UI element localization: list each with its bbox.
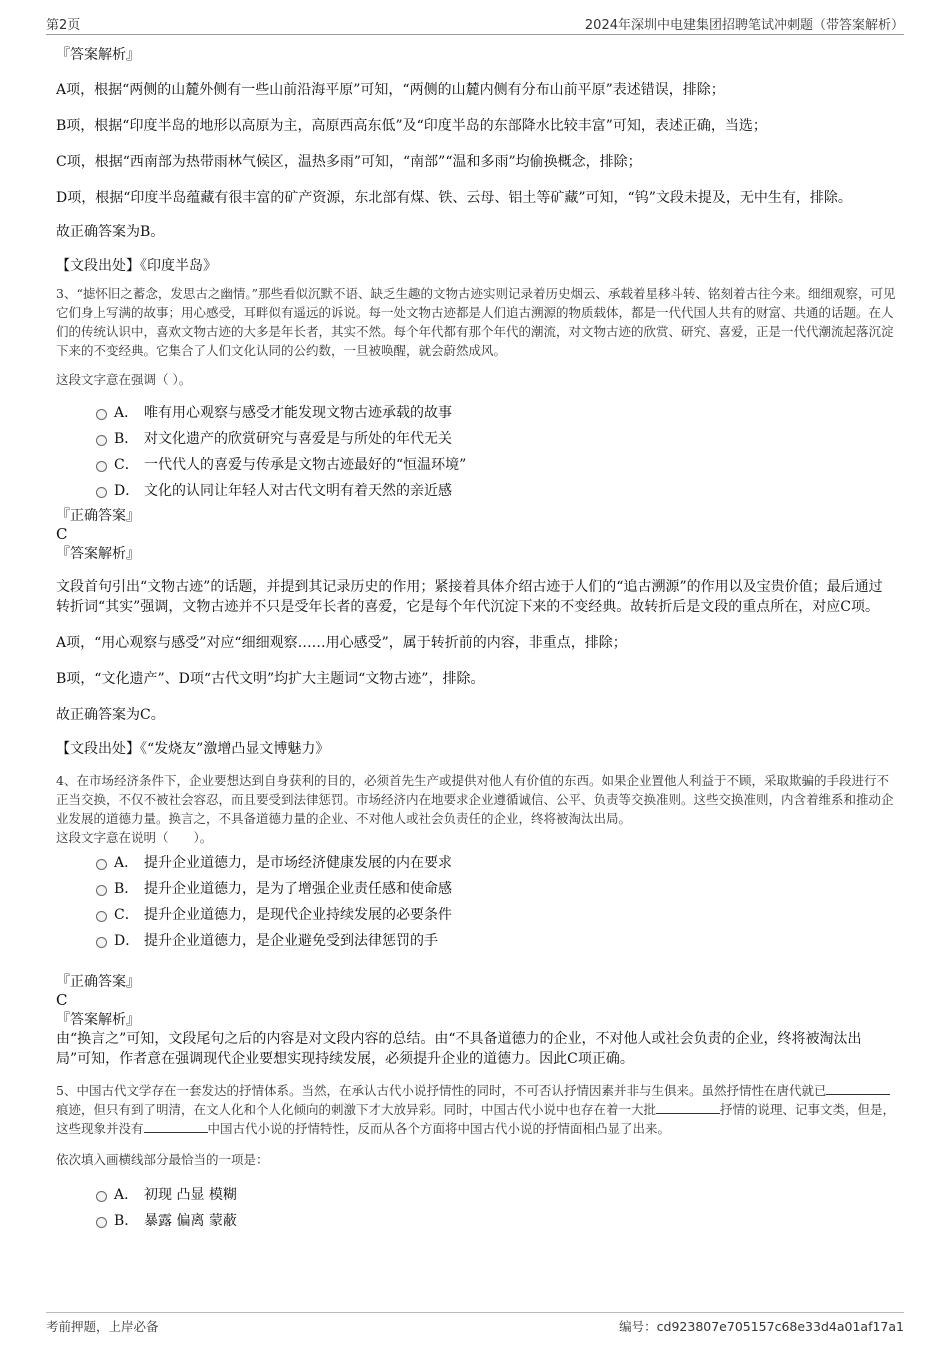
question-3-text: 3、“摅怀旧之蓄念，发思古之幽情。”那些看似沉默不语、缺乏生趣的文物古迹实则记录着历史烟云、承载着星移斗转、铭刻着古往今来。细细观察，可见它们身上写满的故事；用心感受，耳畔似有遥远的诉说。每一处文物古迹都是人们追古溯源的物质载体，都是一代代国人共有的财富、共通的话题。在人们的传统认识中，喜欢文物古迹的大多是年长者，其实不然。每个年代都有那个年代的潮流，对文物古迹的欣赏、研究、喜爱，正是一代代潮流起落沉淀下来的不变经典。它集合了人们文化认同的公约数，一旦被唤醒，就会蔚然成风。 — [56, 286, 896, 358]
analysis-label: 『答案解析』 — [56, 1012, 140, 1028]
correct-answer-label: 『正确答案』 — [56, 974, 140, 990]
option-b[interactable]: B． 暴露 偏离 蒙蔽 — [56, 1211, 896, 1231]
analysis-option-c: C项，根据“西南部为热带雨林气候区，温热多雨”可知，“南部”“温和多雨”均偷换概念，排除； — [56, 154, 642, 170]
radio-icon[interactable] — [96, 1191, 107, 1202]
option-a[interactable]: A． 唯有用心观察与感受才能发现文物古迹承载的故事 — [56, 403, 896, 423]
radio-icon[interactable] — [96, 435, 107, 446]
document-title: 2024年深圳中电建集团招聘笔试冲刺题（带答案解析） — [584, 18, 904, 33]
radio-icon[interactable] — [96, 937, 107, 948]
question-3-stem: 这段文字意在强调（ ）。 — [56, 372, 192, 387]
page-footer — [46, 1312, 904, 1333]
analysis-label: 『答案解析』 — [56, 546, 140, 562]
passage-source: 【文段出处】《“发烧友”激增凸显文博魅力》 — [56, 741, 330, 757]
page-content — [56, 46, 896, 1231]
question-4-stem: 这段文字意在说明（ ）。 — [56, 830, 213, 845]
page-number: 第2页 — [46, 18, 81, 33]
radio-icon[interactable] — [96, 885, 107, 896]
radio-icon[interactable] — [96, 409, 107, 420]
analysis-option-a: A项，“用心观察与感受”对应“细细观察……用心感受”，属于转折前的内容，非重点，排除； — [56, 635, 627, 651]
analysis-option-a: A项，根据“两侧的山麓外侧有一些山前沿海平原”可知，“两侧的山麓内侧有分布山前平原”表述错误，排除； — [56, 82, 725, 98]
question-4-options — [56, 853, 896, 951]
question-5-stem: 依次填入画横线部分最恰当的一项是： — [56, 1152, 269, 1167]
question-5-options — [56, 1185, 896, 1231]
analysis-conclusion: 故正确答案为C。 — [56, 707, 165, 723]
question-4-text: 4、在市场经济条件下，企业要想达到自身获利的目的，必须首先生产或提供对他人有价值的东西。如果企业置他人利益于不顾，采取欺骗的手段进行不正当交换，不仅不被社会容忍，而且要受到法律惩罚。市场经济内在地要求企业遵循诚信、公平、负责等交换准则。这些交换准则，内含着维系和推动企业发展的道德力量。换言之，不具备道德力量的企业、不对他人或社会负责任的企业，终将被淘汰出局。 — [56, 773, 894, 826]
analysis-option-b: B项，根据“印度半岛的地形以高原为主，高原西高东低”及“印度半岛的东部降水比较丰富”可知，表述正确，当选； — [56, 118, 767, 134]
correct-answer-label: 『正确答案』 — [56, 508, 140, 524]
option-d[interactable]: D． 文化的认同让年轻人对古代文明有着天然的亲近感 — [56, 481, 896, 501]
option-b[interactable]: B． 对文化遗产的欣赏研究与喜爱是与所处的年代无关 — [56, 429, 896, 449]
analysis-text: 由“换言之”可知，文段尾句之后的内容是对文段内容的总结。由“不具备道德力的企业，不对他人或社会负责的企业，终将被淘汰出局”可知，作者意在强调现代企业要想实现持续发展，必须提升企业的道德力。因此C项正确。 — [56, 1031, 862, 1067]
question-5-text: 5、中国古代文学存在一套发达的抒情体系。当然，在承认古代小说抒情性的同时，不可否认抒情因素并非与生俱来。虽然抒情性在唐代就已痕迹，但只有到了明清，在文人化和个人化倾向的刺激下才大放异彩。同时，中国古代小说中也存在着一大批 抒情的说理、记事文类，但是，这些现象并没有 中国古代小说的抒情特性，反而从各个方面将中国古代小说的抒情面相凸显了出来。 — [56, 1083, 896, 1136]
footer-slogan: 考前押题，上岸必备 — [46, 1319, 159, 1334]
page-header — [46, 12, 904, 35]
blank-2 — [656, 1101, 720, 1114]
option-b[interactable]: B． 提升企业道德力，是为了增强企业责任感和使命感 — [56, 879, 896, 899]
radio-icon[interactable] — [96, 1217, 107, 1228]
radio-icon[interactable] — [96, 859, 107, 870]
radio-icon[interactable] — [96, 461, 107, 472]
analysis-text: 文段首句引出“文物古迹”的话题，并提到其记录历史的作用；紧接着具体介绍古迹于人们的“追古溯源”的作用以及宝贵价值；最后通过转折词“其实”强调，文物古迹并不只是受年长者的喜爱，它是每个年代沉淀下来的不变经典。故转折后是文段的重点所在，对应C项。 — [56, 579, 883, 615]
radio-icon[interactable] — [96, 911, 107, 922]
analysis-conclusion: 故正确答案为B。 — [56, 224, 165, 240]
correct-answer: C — [56, 525, 68, 543]
correct-answer: C — [56, 991, 68, 1009]
option-a[interactable]: A． 初现 凸显 模糊 — [56, 1185, 896, 1205]
blank-3 — [144, 1120, 208, 1133]
option-a[interactable]: A． 提升企业道德力，是市场经济健康发展的内在要求 — [56, 853, 896, 873]
question-3-options — [56, 403, 896, 501]
analysis-option-b: B项，“文化遗产”、D项“古代文明”均扩大主题词“文物古迹”，排除。 — [56, 671, 485, 687]
document-id: 编号：cd923807e705157c68e33d4a01af17a1 — [619, 1319, 904, 1334]
option-c[interactable]: C． 提升企业道德力，是现代企业持续发展的必要条件 — [56, 905, 896, 925]
analysis-option-d: D项，根据“印度半岛蕴藏有很丰富的矿产资源，东北部有煤、铁、云母、铝土等矿藏”可知，“钨”文段未提及，无中生有，排除。 — [56, 190, 852, 206]
option-c[interactable]: C． 一代代人的喜爱与传承是文物古迹最好的“恒温环境” — [56, 455, 896, 475]
analysis-label: 『答案解析』 — [56, 47, 140, 63]
radio-icon[interactable] — [96, 487, 107, 498]
option-d[interactable]: D． 提升企业道德力，是企业避免受到法律惩罚的手 — [56, 931, 896, 951]
blank-1 — [826, 1082, 890, 1095]
passage-source: 【文段出处】《印度半岛》 — [56, 258, 217, 274]
